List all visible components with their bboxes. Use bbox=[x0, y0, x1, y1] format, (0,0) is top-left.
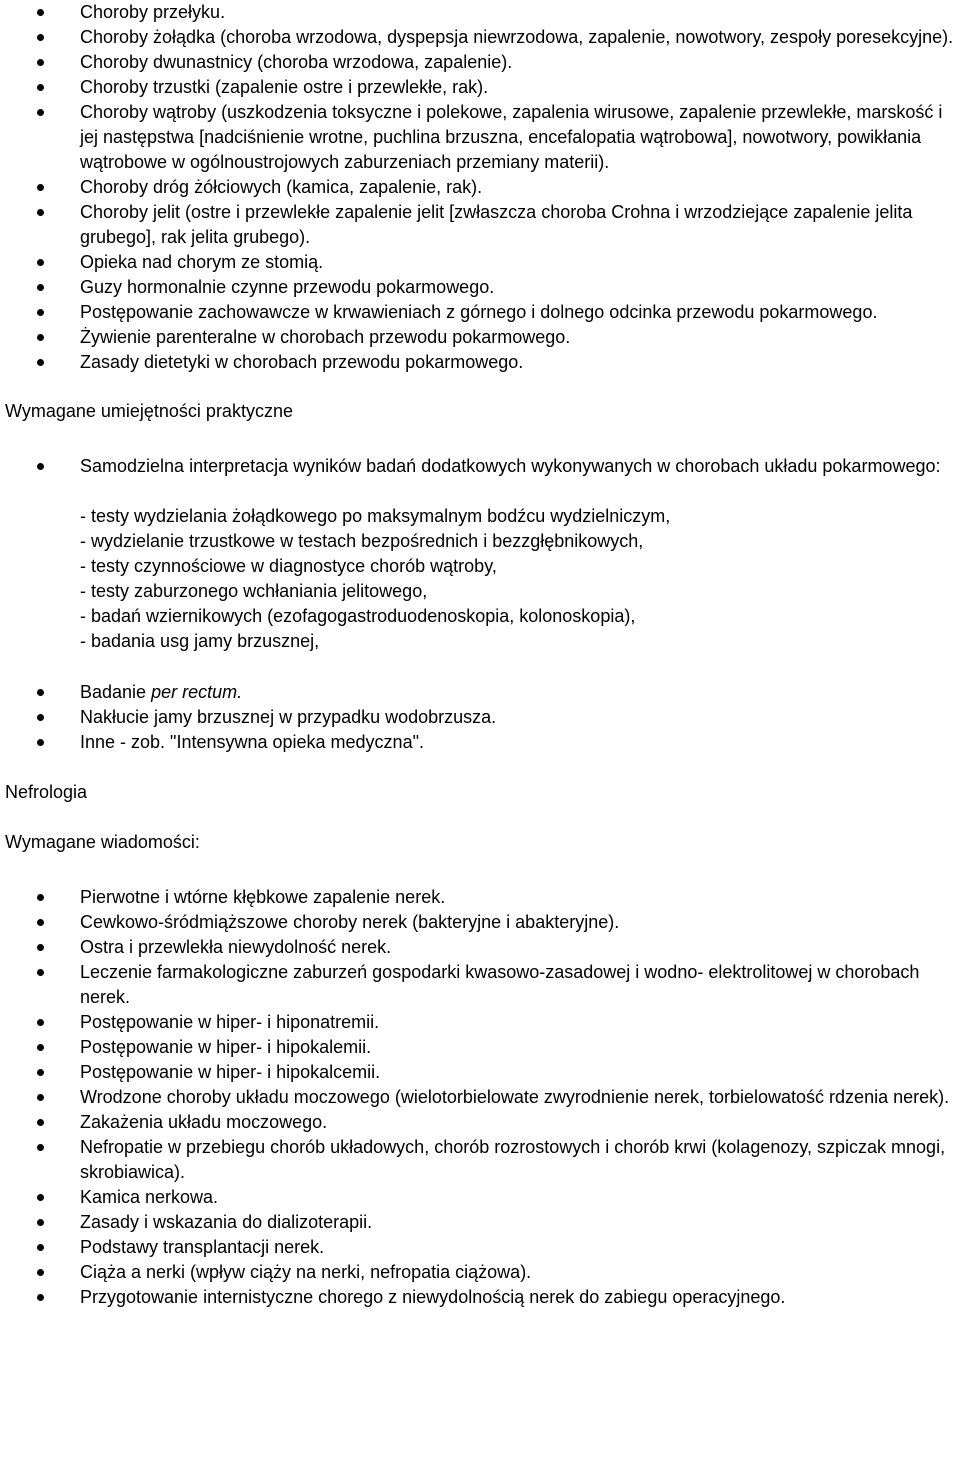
list-item: Choroby jelit (ostre i przewlekłe zapalenie jelit [zwłaszcza choroba Crohna i wrzodziejące zapalenie jelita grubego], rak jelita grubego). bbox=[0, 200, 960, 250]
sub-list-item: - testy wydzielania żołądkowego po maksymalnym bodźcu wydzielniczym, bbox=[80, 506, 671, 526]
skills-sub-list bbox=[0, 504, 960, 654]
nefrologia-title: Nefrologia bbox=[5, 782, 88, 802]
skills-heading: Wymagane umiejętności praktyczne bbox=[5, 401, 293, 421]
list-item: Choroby trzustki (zapalenie ostre i przewlekłe, rak). bbox=[0, 75, 960, 100]
list-item: Postępowanie w hiper- i hiponatremii. bbox=[0, 1010, 960, 1035]
spacer bbox=[0, 654, 960, 680]
list-item: Wrodzone choroby układu moczowego (wielotorbielowate zwyrodnienie nerek, torbielowatość rdzenia nerek). bbox=[0, 1085, 960, 1110]
list-item-per-rectum bbox=[0, 680, 960, 705]
sub-list-item: - testy zaburzonego wchłaniania jelitowego, bbox=[80, 581, 428, 601]
list-item: Choroby wątroby (uszkodzenia toksyczne i polekowe, zapalenia wirusowe, zapalenie przewlekłe, marskość i jej następstwa [nadciśnienie wrotne, puchlina brzuszna, encefalopatia wątrobowa], nowotwory, powikłania wątrobowe w ogólnoustrojowych zaburzeniach przemiany materii). bbox=[0, 100, 960, 175]
list-item: Zakażenia układu moczowego. bbox=[0, 1110, 960, 1135]
sub-list-item: - wydzielanie trzustkowe w testach bezpośrednich i bezzgłębnikowych, bbox=[80, 531, 644, 551]
spacer bbox=[0, 424, 960, 454]
spacer bbox=[0, 855, 960, 885]
list-item: Zasady dietetyki w chorobach przewodu pokarmowego. bbox=[0, 350, 960, 375]
sub-list-item: - badań wziernikowych (ezofagogastroduodenoskopia, kolonoskopia), bbox=[80, 606, 636, 626]
list-item: Choroby przełyku. bbox=[0, 0, 960, 25]
list-item: Postępowanie zachowawcze w krwawieniach z górnego i dolnego odcinka przewodu pokarmowego. bbox=[0, 300, 960, 325]
list-item: Guzy hormonalnie czynne przewodu pokarmowego. bbox=[0, 275, 960, 300]
skills-more-list bbox=[0, 680, 960, 755]
list-item: Nakłucie jamy brzusznej w przypadku wodobrzusza. bbox=[0, 705, 960, 730]
rectum-italic: per rectum. bbox=[151, 682, 243, 702]
list-item: Inne - zob. "Intensywna opieka medyczna". bbox=[0, 730, 960, 755]
list-item: Choroby dwunastnicy (choroba wrzodowa, zapalenie). bbox=[0, 50, 960, 75]
list-item: Postępowanie w hiper- i hipokalcemii. bbox=[0, 1060, 960, 1085]
spacer bbox=[0, 755, 960, 780]
list-item: Pierwotne i wtórne kłębkowe zapalenie nerek. bbox=[0, 885, 960, 910]
list-item: Ostra i przewlekła niewydolność nerek. bbox=[0, 935, 960, 960]
list-item: Cewkowo-śródmiąższowe choroby nerek (bakteryjne i abakteryjne). bbox=[0, 910, 960, 935]
list-item: Choroby dróg żółciowych (kamica, zapalenie, rak). bbox=[0, 175, 960, 200]
list-item: Postępowanie w hiper- i hipokalemii. bbox=[0, 1035, 960, 1060]
nefrologia-subheading: Wymagane wiadomości: bbox=[5, 832, 200, 852]
skills-intro-list bbox=[0, 454, 960, 479]
list-item: Zasady i wskazania do dializoterapii. bbox=[0, 1210, 960, 1235]
list-item: Żywienie parenteralne w chorobach przewodu pokarmowego. bbox=[0, 325, 960, 350]
list-item: Ciąża a nerki (wpływ ciąży na nerki, nefropatia ciążowa). bbox=[0, 1260, 960, 1285]
list-item: Kamica nerkowa. bbox=[0, 1185, 960, 1210]
nefrologia-knowledge-list bbox=[0, 885, 960, 1310]
list-item: Samodzielna interpretacja wyników badań dodatkowych wykonywanych w chorobach układu pokarmowego: bbox=[0, 454, 960, 479]
spacer bbox=[0, 479, 960, 504]
list-item: Opieka nad chorym ze stomią. bbox=[0, 250, 960, 275]
gastro-knowledge-list bbox=[0, 0, 960, 375]
spacer bbox=[0, 805, 960, 830]
rectum-prefix: Badanie bbox=[80, 682, 152, 702]
spacer bbox=[0, 375, 960, 399]
list-item: Podstawy transplantacji nerek. bbox=[0, 1235, 960, 1260]
list-item: Nefropatie w przebiegu chorób układowych, chorób rozrostowych i chorób krwi (kolagenozy, szpiczak mnogi, skrobiawica). bbox=[0, 1135, 960, 1185]
list-item: Przygotowanie internistyczne chorego z niewydolnością nerek do zabiegu operacyjnego. bbox=[0, 1285, 960, 1310]
list-item: Choroby żołądka (choroba wrzodowa, dyspepsja niewrzodowa, zapalenie, nowotwory, zespoły poresekcyjne). bbox=[0, 25, 960, 50]
sub-list-item: - badania usg jamy brzusznej, bbox=[80, 631, 320, 651]
list-item: Leczenie farmakologiczne zaburzeń gospodarki kwasowo-zasadowej i wodno- elektrolitowej w chorobach nerek. bbox=[0, 960, 960, 1010]
sub-list-item: - testy czynnościowe w diagnostyce chorób wątroby, bbox=[80, 556, 497, 576]
